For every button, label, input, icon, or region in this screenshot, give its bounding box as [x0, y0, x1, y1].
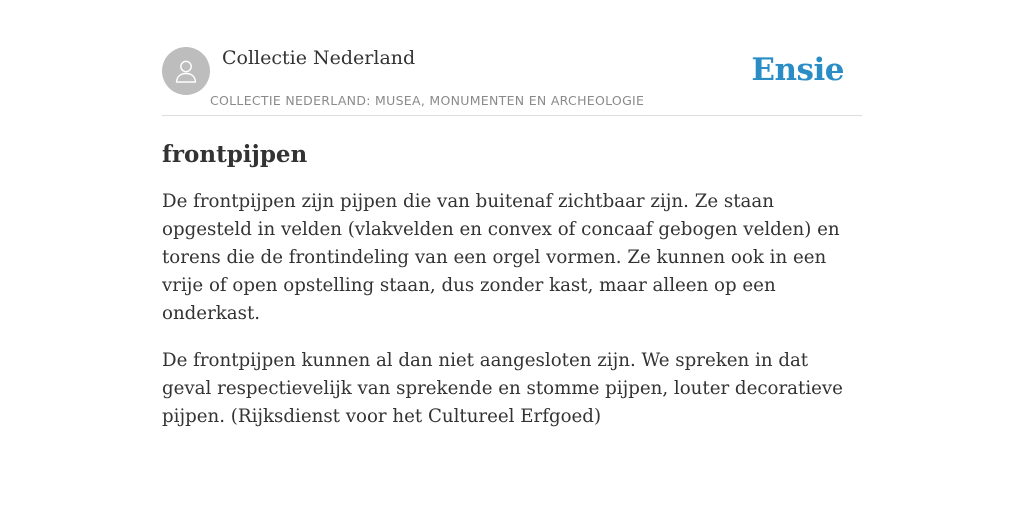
definition-body	[162, 188, 862, 431]
avatar[interactable]	[162, 47, 210, 95]
definition-card	[162, 44, 862, 431]
brand-logo[interactable]: Ensie	[751, 52, 844, 88]
definition-paragraph: De frontpijpen kunnen al dan niet aangesloten zijn. We spreken in dat geval respectievelijk van sprekende en stomme pijpen, louter decoratieve pijpen. (Rijksdienst voor het Cultureel Erfgoed)	[162, 350, 843, 427]
source-header	[162, 44, 862, 116]
user-icon	[172, 57, 200, 85]
definition-paragraph: De frontpijpen zijn pijpen die van buitenaf zichtbaar zijn. Ze staan opgesteld in velden (vlakvelden en convex of concaaf gebogen velden) en torens die de frontindeling van een orgel vormen. Ze kunnen ook in een vrije of open opstelling staan, dus zonder kast, maar alleen op een onderkast.	[162, 191, 840, 324]
page-title: frontpijpen	[162, 141, 308, 168]
source-name[interactable]: Collectie Nederland	[222, 47, 416, 69]
source-subtitle[interactable]: COLLECTIE NEDERLAND: MUSEA, MONUMENTEN EN ARCHEOLOGIE	[210, 93, 645, 108]
